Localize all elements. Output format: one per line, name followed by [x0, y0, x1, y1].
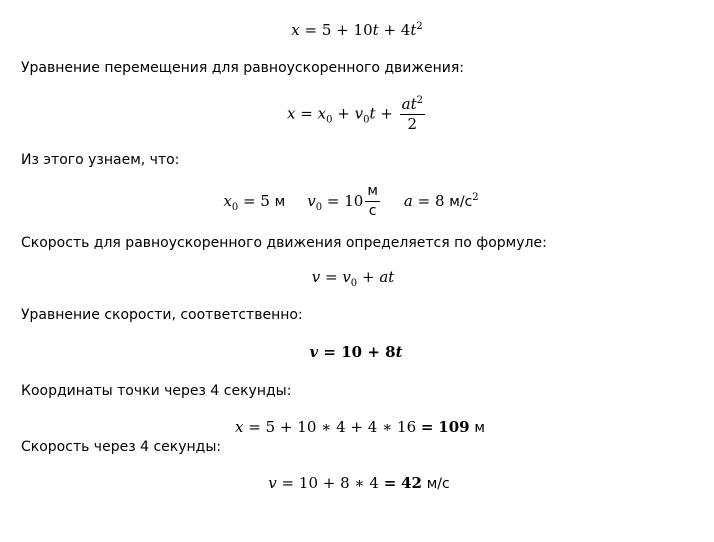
- value-x0: [223, 191, 286, 213]
- eq-plus: +: [383, 21, 397, 39]
- eq-coef: 8: [385, 343, 396, 361]
- eq-var-v0: v: [342, 268, 351, 286]
- eq-equals: =: [300, 104, 313, 123]
- eq-plus: +: [336, 21, 349, 39]
- heading-coordinates: Координаты точки через 4 секунды:: [21, 383, 292, 399]
- eq-var-t: t: [369, 104, 376, 123]
- fraction-at2-over-2: [400, 96, 425, 133]
- eq-subscript: 0: [326, 114, 333, 126]
- eq-unit: м/с: [426, 476, 450, 492]
- eq-var-a: a: [401, 95, 411, 113]
- eq-var-t: t: [372, 21, 379, 39]
- eq-unit: м/с: [449, 193, 473, 210]
- eq-var-t: t: [388, 268, 395, 286]
- eq-var-v0: v: [354, 104, 364, 123]
- heading-displacement: Уравнение перемещения для равноускоренного движения:: [21, 60, 465, 76]
- eq-equals: =: [248, 418, 261, 436]
- heading-velocity-formula: Скорость для равноускоренного движения определяется по формуле:: [21, 235, 547, 251]
- eq-exponent: 2: [472, 191, 479, 203]
- fraction-denominator: с: [368, 203, 377, 219]
- eq-equals: =: [324, 268, 338, 286]
- fraction-unit-m-per-s: [365, 183, 380, 220]
- value-a: [404, 192, 479, 210]
- eq-var-x0: x: [223, 191, 232, 210]
- given-equation: [0, 21, 714, 39]
- eq-var-v: v: [311, 268, 321, 286]
- eq-equals: =: [417, 191, 431, 210]
- eq-subscript: 0: [231, 201, 239, 213]
- eq-var-a: a: [379, 268, 389, 286]
- eq-coef: 4: [400, 21, 411, 39]
- eq-coef: 10: [353, 21, 373, 39]
- eq-value: 10: [344, 191, 364, 210]
- eq-const: 10: [341, 343, 363, 361]
- eq-var-x0: x: [317, 104, 327, 123]
- initial-values: [0, 183, 708, 220]
- eq-equals: =: [281, 474, 295, 492]
- eq-var-x: x: [235, 418, 244, 436]
- eq-unit: м: [274, 193, 286, 210]
- heading-velocity-equation: Уравнение скорости, соответственно:: [21, 307, 303, 323]
- eq-var-v: v: [268, 474, 277, 492]
- eq-expression: 5 + 10 ∗ 4 + 4 ∗ 16: [265, 418, 417, 436]
- eq-var-a: a: [403, 191, 413, 210]
- eq-plus: +: [380, 104, 393, 123]
- eq-equals: =: [304, 21, 318, 39]
- eq-equals: =: [420, 418, 434, 436]
- eq-plus: +: [361, 268, 375, 286]
- eq-var-v0: v: [307, 191, 316, 210]
- fraction-numerator: м: [365, 183, 380, 202]
- eq-const: 5: [321, 21, 332, 39]
- eq-subscript: 0: [315, 201, 323, 213]
- eq-var-v: v: [309, 343, 319, 361]
- eq-value: 8: [434, 191, 445, 210]
- eq-unit: м: [474, 420, 485, 436]
- heading-from-this: Из этого узнаем, что:: [21, 152, 180, 168]
- eq-var-x: x: [291, 21, 300, 39]
- speed-calculation: [2, 474, 714, 492]
- eq-equals: =: [383, 474, 397, 492]
- eq-expression: 10 + 8 ∗ 4: [298, 474, 379, 492]
- value-v0: [307, 183, 382, 219]
- eq-equals: =: [323, 343, 336, 361]
- eq-result: 109: [438, 418, 470, 436]
- fraction-numerator: [400, 96, 425, 115]
- coordinate-calculation: [3, 418, 714, 436]
- eq-exponent: 2: [416, 21, 423, 32]
- eq-var-t: t: [410, 95, 417, 113]
- eq-subscript: 0: [350, 278, 358, 289]
- eq-var-t: t: [410, 21, 417, 39]
- velocity-general-equation: [0, 268, 710, 289]
- eq-subscript: 0: [363, 114, 370, 126]
- eq-plus: +: [367, 343, 380, 361]
- eq-value: 5: [260, 191, 270, 210]
- general-displacement-equation: [0, 96, 714, 133]
- fraction-denominator: 2: [407, 115, 418, 133]
- eq-result: 42: [401, 474, 422, 492]
- eq-var-t: t: [395, 343, 403, 361]
- heading-speed-after: Скорость через 4 секунды:: [21, 439, 222, 455]
- eq-equals: =: [242, 191, 256, 210]
- eq-exponent: 2: [416, 95, 423, 106]
- eq-equals: =: [326, 191, 340, 210]
- eq-plus: +: [337, 104, 350, 123]
- eq-var-x: x: [287, 104, 296, 123]
- velocity-equation: [0, 343, 713, 361]
